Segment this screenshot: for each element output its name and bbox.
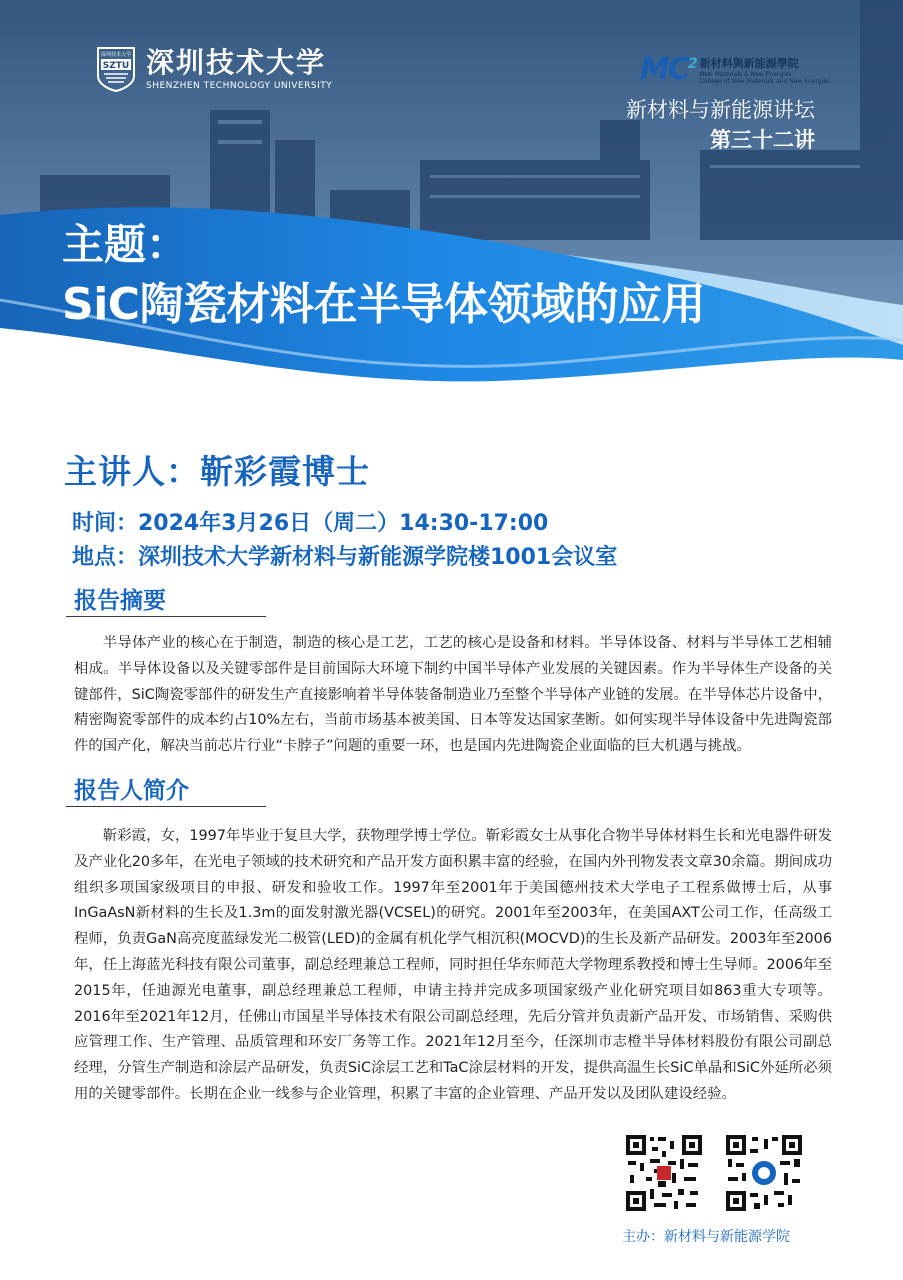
event-time: 时间：2024年3月26日（周二）14:30-17:00 (72, 511, 549, 536)
bio-text: 靳彩霞，女，1997年毕业于复旦大学，获物理学博士学位。靳彩霞女士从事化合物半导体材料生长和光电器件研发及产业化20多年，在光电子领域的技术研究和产品开发方面积累丰富的经验，在国内外刊物发表文章30余篇。期间成功组织多项国家级项目的申报、研发和验收工作。1997年至2001年于美国德州技术大学电子工程系做博士后，从事InGaAsN新材料的生长及1.3m的面发射激光器(VCSEL)的研究。2001年至2003年，在美国AXT公司工作，任高级工程师，负责GaN高亮度蓝绿发光二极管(LED)的金属有机化学气相沉积(MOCVD)的生长及新产品研发。2003年至2006年，任上海蓝光科技有限公司董事，副总经理兼总工程师，同时担任华东师范大学物理系教授和博士生导师。2006年至2015年，任迪源光电董事，副总经理兼总工程师，申请主持并完成多项国家级产业化研究项目如863重大专项等。2016年至2021年12月，任佛山市国星半导体技术有限公司副总经理，先后分管并负责新产品开发、市场销售、采购供应管理工作、生产管理、品质管理和环安厂务等工作。2021年12月至今，任深圳市志橙半导体材料股份有限公司副总经理，分管生产制造和涂层产品研发，负责SiC涂层工艺和TaC涂层材料的开发，提供高温生长SiC单晶和SiC外延所必须用的关键零部件。长期在企业一线参与企业管理，积累了丰富的企业管理、产品开发以及团队建设经验。 (74, 828, 832, 1102)
sponsor-line: 主办：新材料与新能源学院 (622, 1229, 790, 1245)
abstract-text: 半导体产业的核心在于制造，制造的核心是工艺，工艺的核心是设备和材料。半导体设备、材料与半导体工艺相辅相成。半导体设备以及关键零部件是目前国际大环境下制约中国半导体产业发展的关键因素。作为半导体生产设备的关键部件，SiC陶瓷零部件的研发生产直接影响着半导体装备制造业乃至整个半导体产业链的发展。在半导体芯片设备中，精密陶瓷零部件的成本约占10%左右，当前市场基本被美国、日本等发达国家垄断。如何实现半导体设备中先进陶瓷部件的国产化，解决当前芯片行业“卡脖子”问题的重要一环，也是国内先进陶瓷企业面临的巨大机遇与挑战。 (74, 635, 832, 755)
topic-label: 主题： (62, 220, 189, 269)
event-place: 地点：深圳技术大学新材料与新能源学院楼1001会议室 (72, 545, 618, 570)
university-name-en: SHENZHEN TECHNOLOGY UNIVERSITY (146, 81, 333, 91)
abstract-divider (66, 616, 266, 617)
qr-code-icon[interactable] (624, 1133, 704, 1213)
sztu-shield-icon (96, 46, 136, 92)
bio-heading: 报告人简介 (74, 778, 189, 804)
speaker-line: 主讲人：靳彩霞博士 (64, 452, 370, 491)
qr-code-icon[interactable] (724, 1133, 804, 1213)
abstract-heading: 报告摘要 (74, 588, 166, 614)
forum-issue: 第三十二讲 (710, 128, 815, 152)
forum-name: 新材料与新能源讲坛 (626, 98, 815, 122)
college-name-en-1: New Materials & New Energies (699, 70, 792, 78)
college-logo (640, 52, 830, 87)
college-name-cn: 新材料與新能源學院 (699, 56, 799, 70)
university-name-cn: 深圳技术大学 (146, 46, 327, 79)
topic-title: SiC陶瓷材料在半导体领域的应用 (62, 279, 706, 330)
university-logo (96, 46, 332, 92)
svg-text:SZTU: SZTU (102, 61, 130, 71)
svg-text:深圳技术大学: 深圳技术大学 (100, 52, 132, 58)
college-name-en-2: College of New Materials and New Energies (699, 77, 831, 85)
bio-divider (66, 806, 266, 807)
mc2-logo-icon: $MC^2$ (640, 52, 696, 87)
